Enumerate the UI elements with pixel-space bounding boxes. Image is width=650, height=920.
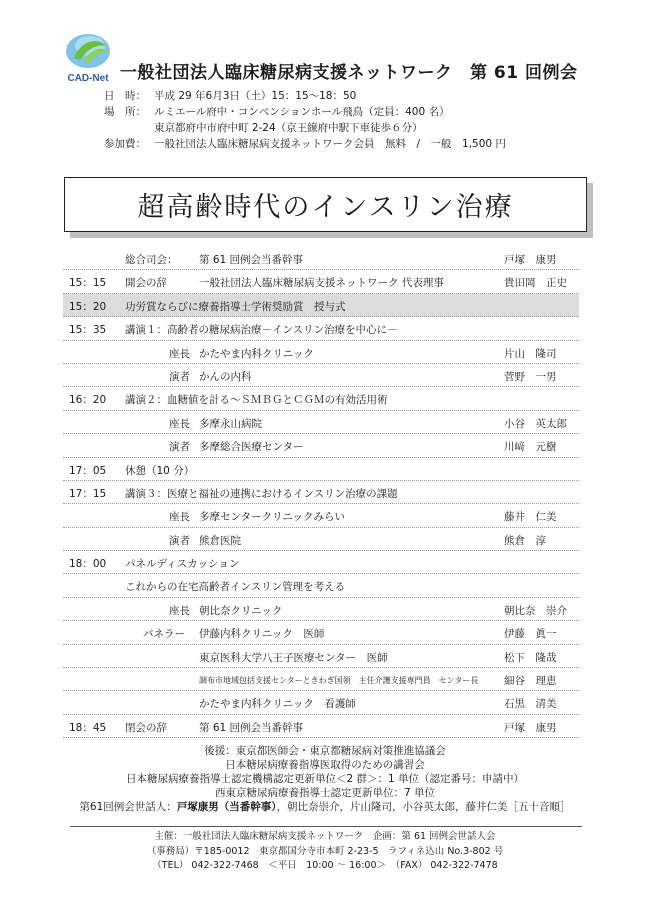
program-row <box>63 341 579 364</box>
program-row <box>63 551 579 574</box>
time: 18：00 <box>69 558 107 571</box>
panelist-aff: 調布市地域包括支援センターときわぎ国領 主任介護支援専門員 センター長 <box>199 676 479 686</box>
time: 15：15 <box>69 277 107 290</box>
sponsor-line: 西東京糖尿病療養指導士認定更新単位：7 単位 <box>214 787 436 799</box>
chair-name: 藤井 仁美 <box>504 511 557 524</box>
organizers-prefix: 第61回例会世話人： <box>79 801 177 813</box>
item: 開会の辞 <box>125 277 167 290</box>
sponsor-line: 日本糖尿病療養指導士認定機構認定更新単位＜2 群＞：1 単位（認定番号：申請中） <box>125 773 525 785</box>
sponsor-line: 日本糖尿病療養指導医取得のための講習会 <box>225 759 425 771</box>
chair-role: 座長 <box>169 511 190 524</box>
moderator-role: 第 61 回例会当番幹事 <box>199 254 304 266</box>
speaker-aff: かんの内科 <box>199 370 252 383</box>
panel-theme: これからの在宅高齢者インスリン管理を考える <box>125 581 346 594</box>
program-table <box>63 247 579 738</box>
item: 講演２：血糖値を計る～ＳＭＢＧとＣＧＭの有効活用術 <box>125 394 388 407</box>
chair-aff: かたやま内科クリニック <box>199 347 314 360</box>
main-title: 超高齢時代のインスリン治療 <box>137 192 514 223</box>
program-row <box>63 715 579 738</box>
program-row <box>63 574 579 597</box>
date-label: 日 時： <box>104 90 146 102</box>
sponsor-line: 後援：東京都医師会・東京都糖尿病対策推進協議会 <box>204 745 446 757</box>
program-row <box>63 598 579 621</box>
time: 17：05 <box>69 464 107 477</box>
panelist-name: 細谷 理恵 <box>504 675 557 688</box>
program-row <box>63 528 579 551</box>
panelist-name: 松下 隆哉 <box>504 651 557 664</box>
item: 講演３：医療と福祉の連携におけるインスリン治療の課題 <box>125 487 398 500</box>
speaker-name: 川﨑 元樹 <box>504 441 557 454</box>
program-row <box>63 270 579 293</box>
role: 一般社団法人臨床糖尿病支援ネットワーク 代表理事 <box>199 277 444 290</box>
moderator-name: 戸塚 康男 <box>504 254 557 266</box>
time: 16：20 <box>69 394 107 407</box>
item: 講演１：高齢者の糖尿病治療－インスリン治療を中心に－ <box>125 324 398 337</box>
name: 貴田岡 正史 <box>504 277 567 290</box>
time: 18：45 <box>69 721 107 734</box>
cad-net-logo <box>60 28 116 84</box>
chair-aff: 多摩永山病院 <box>199 417 262 430</box>
place-address: 東京都府中市府中町 2-24（京王線府中駅下車徒歩６分） <box>154 122 423 134</box>
time: 15：20 <box>69 300 107 313</box>
chair-role: 座長 <box>169 604 190 617</box>
footer-contact: （TEL） 042-322-7468 ＜平日 10:00 ～ 16:00＞ （FAX） 042-322-7478 <box>152 860 498 871</box>
date-value: 平成 29 年6月3日（土）15：15～18：50 <box>154 90 357 102</box>
panelist-aff: かたやま内科クリニック 看護師 <box>199 698 356 711</box>
program-row <box>63 504 579 527</box>
chair-name: 朝比奈 崇介 <box>504 604 567 617</box>
place-label: 場 所： <box>104 106 146 118</box>
program-row <box>63 411 579 434</box>
program-row <box>63 645 579 668</box>
item: 閉会の辞 <box>125 721 167 734</box>
speaker-role: 演者 <box>169 441 190 454</box>
speaker-name: 菅野 一男 <box>504 370 557 383</box>
role: 第 61 回例会当番幹事 <box>199 721 304 734</box>
item: 功労賞ならびに療養指導士学術奨励賞 授与式 <box>125 300 346 313</box>
speaker-aff: 熊倉医院 <box>199 534 241 547</box>
program-row <box>63 621 579 644</box>
logo-text: CAD-Net <box>67 73 109 84</box>
chair-name: 片山 隆司 <box>504 347 557 360</box>
program-row <box>63 364 579 387</box>
fee-label: 参加費： <box>104 138 146 150</box>
panelist-name: 石黒 清美 <box>504 698 557 711</box>
footer-address: （事務局）〒185-0012 東京都国分寺市本町 2-23-5 ラフィネ込山 No.3-802 号 <box>146 845 504 857</box>
fee-value: 一般社団法人臨床糖尿病支援ネットワーク会員 無料 / 一般 1,500 円 <box>154 138 506 150</box>
panel-label: パネラー <box>143 628 185 641</box>
speaker-name: 熊倉 淳 <box>504 534 546 547</box>
program-row <box>63 434 579 457</box>
name: 戸塚 康男 <box>504 721 557 734</box>
footer <box>0 830 650 874</box>
chair-aff: 多摩センタークリニックみらい <box>199 511 345 524</box>
time: 15：35 <box>69 324 107 337</box>
organizers-rest: ，朝比奈崇介，片山隆司，小谷英太郎，藤井仁美［五十音順］ <box>276 801 571 813</box>
program-row <box>63 247 579 270</box>
organization-title: 一般社団法人臨床糖尿病支援ネットワーク 第 61 回例会 <box>120 63 578 83</box>
chair-name: 小谷 英太郎 <box>504 417 567 430</box>
program-row <box>63 668 579 691</box>
place-value: ルミエール府中・コンベンションホール飛鳥（定員：400 名） <box>154 106 450 118</box>
moderator-label: 総合司会： <box>125 254 178 266</box>
chair-aff: 朝比奈クリニック <box>199 604 283 617</box>
speaker-aff: 多摩総合医療センター <box>199 441 304 454</box>
organizers-line <box>0 800 650 814</box>
main-title-box <box>64 177 587 232</box>
program-row <box>63 691 579 714</box>
program-row <box>63 387 579 410</box>
panelist-aff: 東京医科大学八王子医療センター 医師 <box>199 651 388 664</box>
chair-role: 座長 <box>169 417 190 430</box>
program-row <box>63 294 579 317</box>
panelist-aff: 伊藤内科クリニック 医師 <box>199 628 325 641</box>
chair-role: 座長 <box>169 347 190 360</box>
organizers-chief: 戸塚康男（当番幹事） <box>176 801 277 813</box>
time: 17：15 <box>69 487 107 500</box>
footer-organizer: 主催：一般社団法人臨床糖尿病支援ネットワーク 企画：第 61 回例会世話人会 <box>154 831 496 842</box>
program-row <box>63 481 579 504</box>
item: 休憩（10 分） <box>125 464 195 477</box>
panelist-name: 伊藤 眞一 <box>504 628 557 641</box>
program-row <box>63 458 579 481</box>
item: パネルディスカッション <box>125 558 240 571</box>
speaker-role: 演者 <box>169 534 190 547</box>
footer-divider <box>70 826 582 827</box>
program-row <box>63 317 579 340</box>
speaker-role: 演者 <box>169 370 190 383</box>
event-info <box>104 88 506 152</box>
sponsor-block <box>0 744 650 814</box>
